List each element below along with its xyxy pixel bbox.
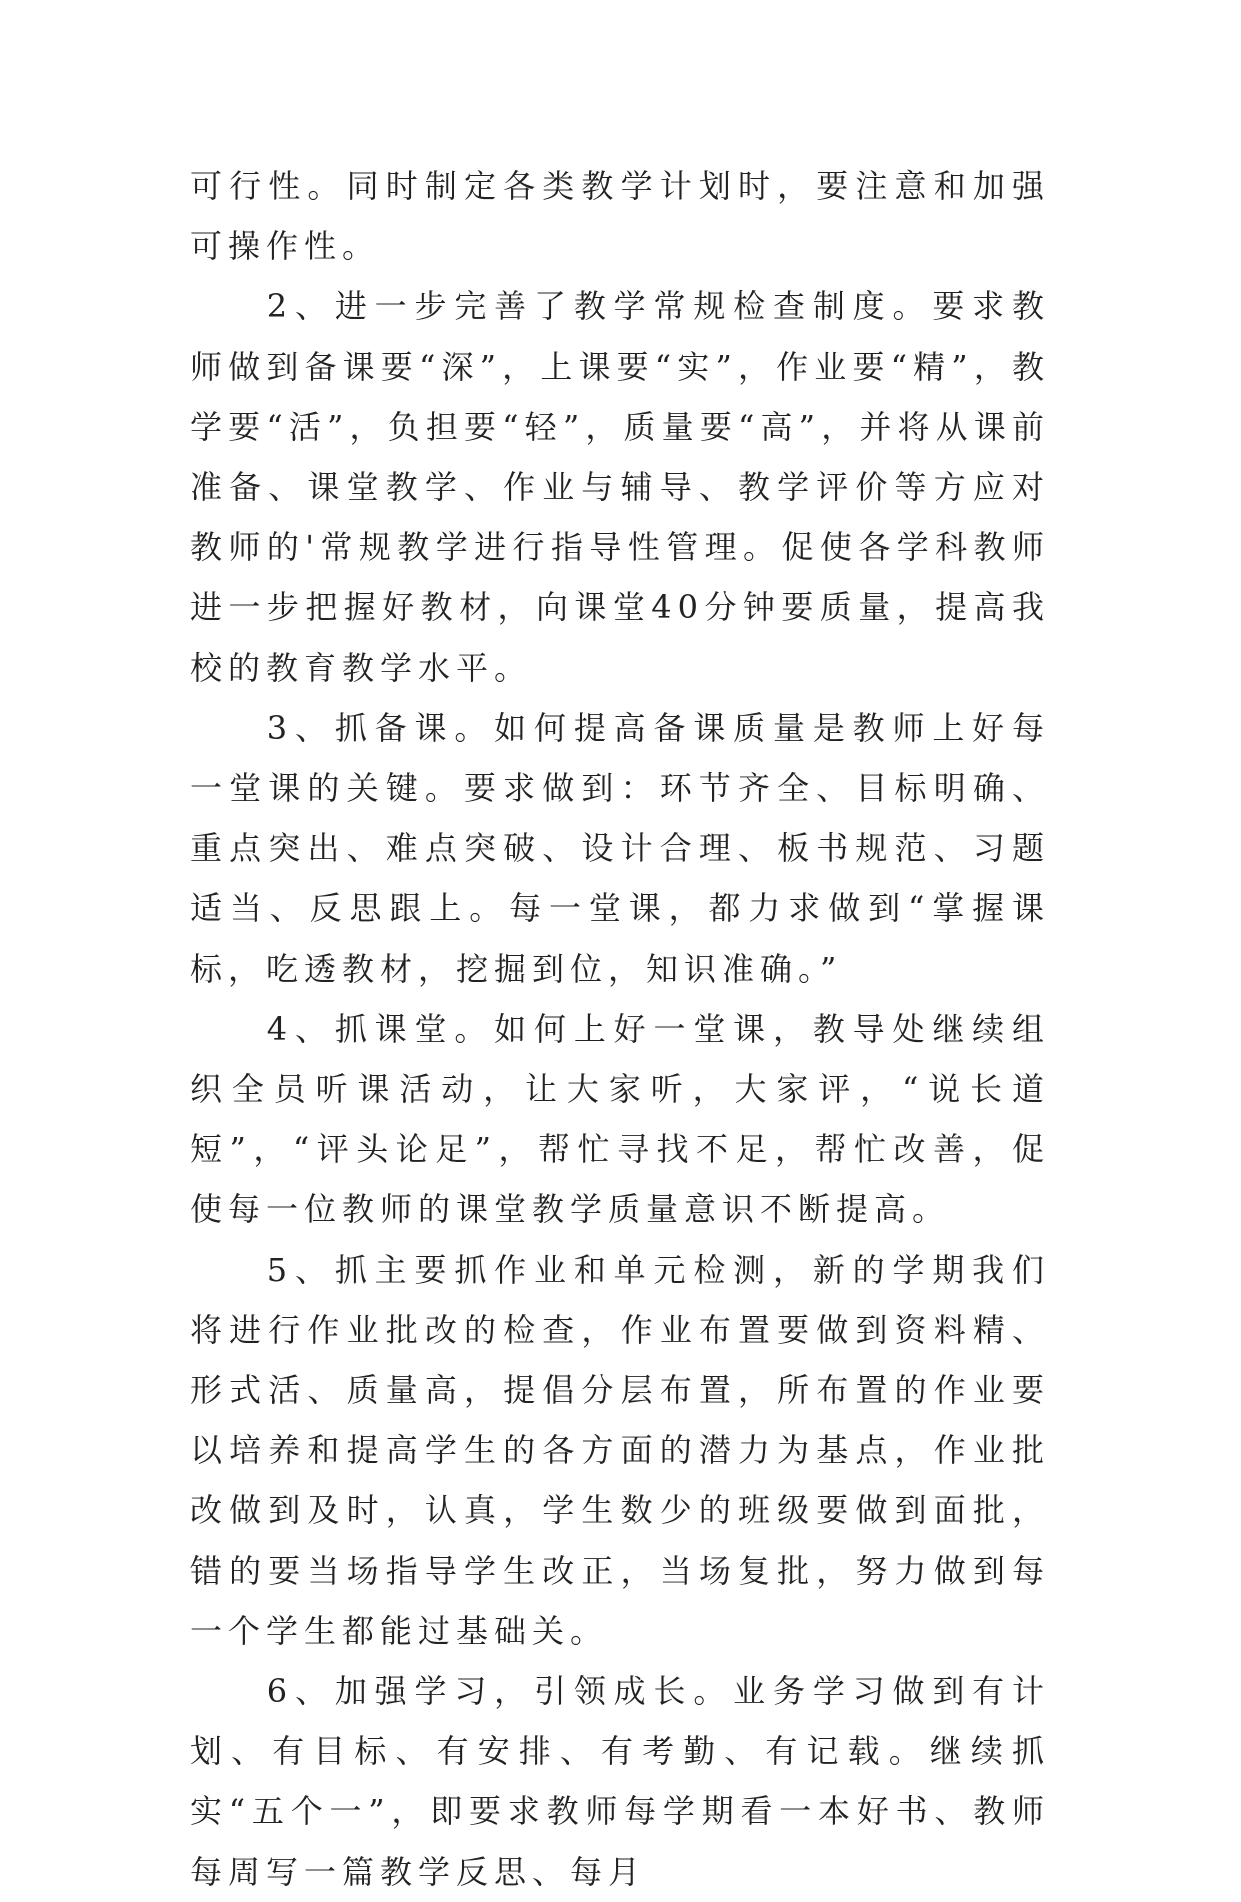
paragraph-item-6: 6、加强学习，引领成长。业务学习做到有计划、有目标、有安排、有考勤、有记载。继续抓实“五个一”，即要求教师每学期看一本好书、教师每周写一篇教学反思、每月 bbox=[190, 1672, 1050, 1891]
paragraph-item-2: 2、进一步完善了教学常规检查制度。要求教师做到备课要“深”，上课要“实”，作业要“精”，教学要“活”，负担要“轻”，质量要“高”，并将从课前准备、课堂教学、作业与辅导、教学评价等方应对教师的'常规教学进行指导性管理。促使各学科教师进一步把握好教材，向课堂40分钟要质量，提高我校的教育教学水平。 bbox=[190, 287, 1050, 687]
paragraph-continuation: 可行性。同时制定各类教学计划时，要注意和加强可操作性。 bbox=[190, 167, 1050, 266]
paragraph-item-5: 5、抓主要抓作业和单元检测，新的学期我们将进行作业批改的检查，作业布置要做到资料精、形式活、质量高，提倡分层布置，所布置的作业要以培养和提高学生的各方面的潜力为基点，作业批改做到及时，认真，学生数少的班级要做到面批，错的要当场指导学生改正，当场复批，努力做到每一个学生都能过基础关。 bbox=[190, 1250, 1050, 1650]
document-body bbox=[190, 156, 1050, 1902]
paragraph-item-4: 4、抓课堂。如何上好一堂课，教导处继续组织全员听课活动，让大家听，大家评，“说长道短”，“评头论足”，帮忙寻找不足，帮忙改善，促使每一位教师的课堂教学质量意识不断提高。 bbox=[190, 1009, 1050, 1229]
paragraph-item-3: 3、抓备课。如何提高备课质量是教师上好每一堂课的关键。要求做到：环节齐全、目标明确、重点突出、难点突破、设计合理、板书规范、习题适当、反思跟上。每一堂课，都力求做到“掌握课标，吃透教材，挖掘到位，知识准确。” bbox=[190, 708, 1050, 988]
